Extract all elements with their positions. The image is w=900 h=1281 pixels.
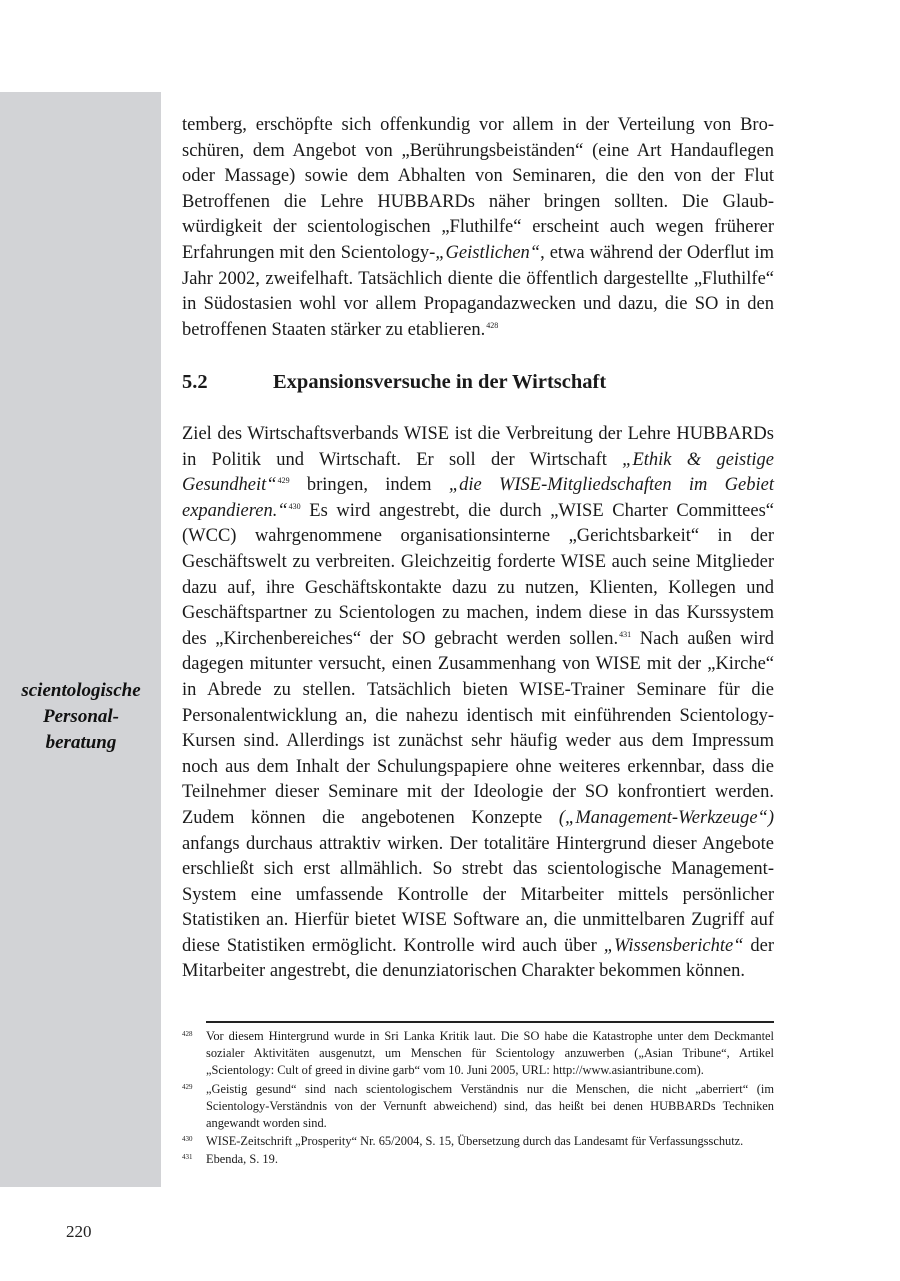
footnote-item [182, 1133, 774, 1150]
section-title: Expansionsversuche in der Wirtschaft [273, 371, 607, 393]
paragraph-1-text-b: , etwa während der Oderflut im Jahr 2002, zweifelhaft. Tatsächlich diente die öffentlich dargestellte „Fluthilfe“ in Südostasien wohl vor allem Propagandazwecken und dazu, die SO in den betroffenen Staaten stärker zu etablieren. [182, 242, 774, 340]
paragraph-2-text-f: der Mitarbeiter angestrebt, die denunziatorischen Charakter bekommen können. [182, 935, 774, 982]
footnote-ref-429[interactable]: 429 [277, 476, 290, 486]
paragraph-2-text-d: Nach außen wird dagegen mitunter versucht, einen Zusammenhang von WISE mit der „Kirche“ in Abrede zu stellen. Tatsächlich bieten WISE-Trainer Seminare für die Personalentwicklung an, die nahezu identisch mit einführenden Scientology-Kursen sind. Allerdings ist zunächst sehr häufig weder aus dem Impressum noch aus dem Inhalt der Schulungspapiere ohne weiteres erkennbar, dass die Teilnehmer dieser Seminare mit der Ideologie der SO konfrontiert werden. Zudem können die angebotenen Konzepte [182, 628, 774, 828]
footnote-ref-428[interactable]: 428 [486, 320, 499, 330]
footnote-ref-430[interactable]: 430 [288, 501, 301, 511]
paragraph-2 [182, 422, 774, 985]
marginal-note-line-3: beratung [45, 732, 117, 753]
footnote-ref-431[interactable]: 431 [619, 629, 632, 639]
paragraph-1-text-a: temberg, erschöpfte sich offenkundig vor allem in der Verteilung von Broschüren, dem Angebot von „Berührungsbeiständen“ (eine Art Handauflegen oder Massage) sowie dem Abhalten von Seminaren, die den von der Flut Betroffenen die Lehre HUBBARDs näher bringen sollten. Die Glaubwürdigkeit der scientologischen „Fluthilfe“ erscheint auch wegen früherer Erfahrungen mit den Scientology- [182, 115, 774, 263]
paragraph-2-text-c: Es wird angestrebt, die durch „WISE Charter Committees“ (WCC) wahrgenommene organisationsinterne „Gerichtsbarkeit“ in der Geschäftswelt zu verbreiten. Gleichzeitig forderte WISE auch seine Mitglieder dazu auf, ihre Geschäftskontakte dazu zu nutzen, Klienten, Kollegen und Geschäftspartner zu Scientologen zu machen, indem diese in das Kurssystem des „Kirchenbereiches“ der SO gebracht werden sollen. [182, 500, 774, 649]
marginal-note [10, 678, 152, 756]
footnote-text: Ebenda, S. 19. [206, 1152, 278, 1167]
footnote-text: „Geistig gesund“ sind nach scientologischem Verständnis nur die Menschen, die nicht „aberriert“ (im Scientology-Verständnis von der Vernunft abweichend) sind, das heißt bei denen HUBBARDs Techniken angewandt worden sind. [206, 1081, 774, 1131]
paragraph-2-text-b: bringen, indem [289, 475, 449, 496]
footnote-number: 428 [182, 1030, 193, 1038]
paragraph-2-italic-b: „die WISE-Mitgliedschaften im Gebiet expandieren.“ [182, 475, 774, 521]
paragraph-2-italic-c: („Management-Werkzeuge“) [558, 807, 774, 828]
marginal-note-line-2: Personal- [43, 706, 119, 727]
section-heading [182, 368, 774, 396]
footnote-number: 430 [182, 1135, 193, 1144]
marginal-note-line-1: scientologische [21, 680, 141, 701]
footnote-text: Vor diesem Hintergrund wurde in Sri Lanka Kritik laut. Die SO habe die Katastrophe unter dem Deckmantel sozialer Aktivitäten ausgenutzt, um Menschen für Scientology anzuwerben („Asian Tribune“, Artikel „Scientology: Cult of greed in divine garb“ vom 10. Juni 2005, URL: http://www.asiantribune.com). [206, 1029, 774, 1078]
footnote-number: 431 [182, 1153, 193, 1162]
footnote-item [182, 1081, 774, 1133]
footnote-divider [206, 1021, 774, 1023]
paragraph-1-italic-a: „Geistlichen“ [435, 242, 541, 263]
paragraph-1 [182, 113, 774, 343]
paragraph-2-italic-a: „Ethik & geistige Gesundheit“ [182, 449, 774, 496]
page-number: 220 [66, 1222, 92, 1241]
footnote-item [182, 1151, 774, 1168]
footnote-item [182, 1028, 774, 1080]
paragraph-2-text-a: Ziel des Wirtschaftsverbands WISE ist die Verbreitung der Lehre HUBBARDs in Politik und Wirtschaft. Er soll der Wirtschaft [182, 424, 774, 470]
footnote-number: 429 [182, 1082, 193, 1091]
paragraph-2-italic-d: „Wissensberichte“ [603, 935, 744, 956]
margin-sidebar [0, 92, 161, 1187]
footnotes [182, 1028, 774, 1170]
section-number: 5.2 [182, 371, 208, 393]
footnote-text: WISE-Zeitschrift „Prosperity“ Nr. 65/2004, S. 15, Übersetzung durch das Landesamt für Verfassungsschutz. [206, 1134, 744, 1149]
paragraph-2-text-e: anfangs durchaus attraktiv wirken. Der totalitäre Hintergrund dieser Angebote erschließt sich erst allmählich. So strebt das scientologische Management-System eine umfassende Kontrolle der Mitarbeiter mittels persönlicher Statistiken an. Hierfür bietet WISE Software an, die unmittelbaren Zugriff auf diese Statistiken ermöglicht. Kontrolle wird auch über [182, 833, 774, 956]
